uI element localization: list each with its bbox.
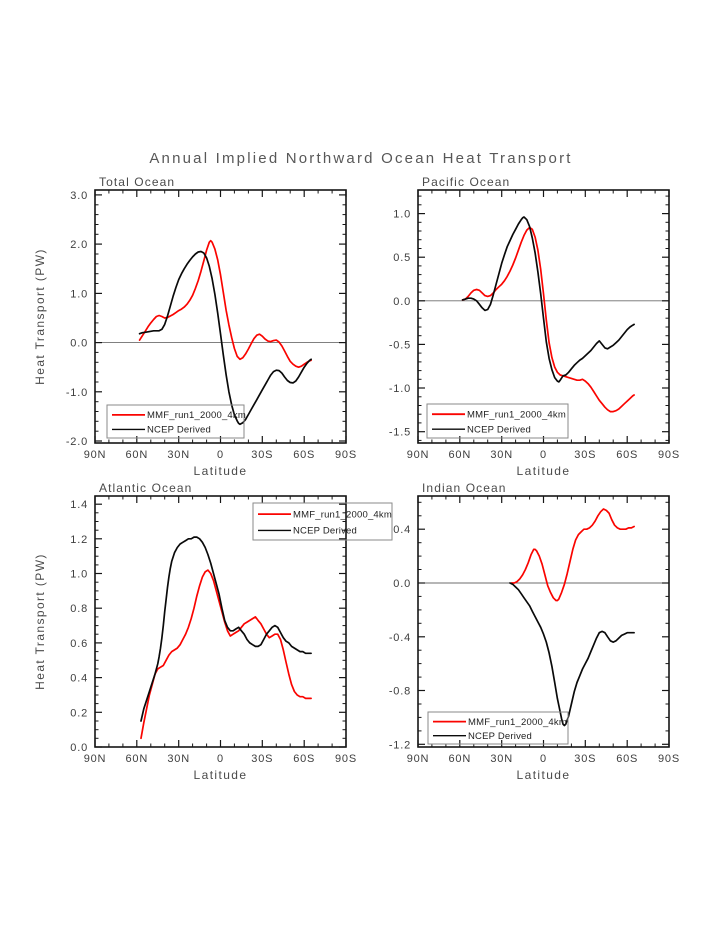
x-tick-label: 90N <box>406 449 430 461</box>
y-tick-label: 2.0 <box>70 239 88 252</box>
legend-entry-label: MMF_run1_2000_4km <box>147 410 246 422</box>
legend <box>428 712 568 744</box>
y-tick-label: 0.0 <box>70 742 88 754</box>
x-axis-title: Latitude <box>193 768 248 782</box>
x-tick-label: 30N <box>490 449 513 461</box>
y-tick-label: 1.4 <box>70 499 88 512</box>
x-tick-label: 30N <box>490 753 513 765</box>
x-tick-label: 0 <box>217 753 224 765</box>
y-tick-label: 0.8 <box>70 603 88 616</box>
y-tick-label: 1.2 <box>70 533 88 546</box>
legend <box>107 405 246 438</box>
x-tick-label: 60S <box>293 753 316 765</box>
y-tick-label: 0.6 <box>70 637 88 650</box>
panel-title: Atlantic Ocean <box>99 481 193 495</box>
x-tick-label: 90S <box>335 753 357 765</box>
panel-total-ocean <box>33 175 357 478</box>
panels-group <box>33 175 680 782</box>
y-tick-label: 1.0 <box>70 288 88 301</box>
x-axis-title: Latitude <box>193 464 248 478</box>
x-tick-label: 0 <box>540 449 547 461</box>
legend-entry-label: NCEP Derived <box>468 730 532 742</box>
x-tick-label: 60N <box>448 753 472 765</box>
panel-pacific-ocean <box>389 175 680 478</box>
y-tick-label: 0.4 <box>70 672 88 685</box>
panel-atlantic-ocean <box>33 481 392 782</box>
x-tick-label: 60S <box>616 449 639 461</box>
x-tick-label: 90S <box>335 449 357 461</box>
y-tick-label: 0.2 <box>70 707 88 720</box>
y-tick-label: -2.0 <box>65 436 88 448</box>
y-tick-label: 0.4 <box>393 524 411 537</box>
legend-entry-label: MMF_run1_2000_4km <box>293 509 392 521</box>
legend-entry-label: NCEP Derived <box>293 525 357 537</box>
y-tick-label: 0.0 <box>70 337 88 350</box>
legend-entry-label: MMF_run1_2000_4km <box>468 716 567 728</box>
series-line-mmf-run1-2000-4km <box>511 509 634 601</box>
x-tick-label: 30S <box>574 449 597 461</box>
y-tick-label: -1.0 <box>388 383 411 395</box>
x-tick-label: 60N <box>448 449 472 461</box>
x-tick-label: 90N <box>83 753 107 765</box>
x-tick-label: 30S <box>251 753 274 765</box>
series-line-ncep-derived <box>510 583 634 726</box>
x-axis-title: Latitude <box>516 464 571 478</box>
x-tick-label: 0 <box>217 449 224 461</box>
x-tick-label: 30S <box>574 753 597 765</box>
y-tick-label: -0.4 <box>388 631 411 644</box>
y-tick-label: 0.5 <box>393 252 411 265</box>
x-tick-label: 60S <box>293 449 316 461</box>
y-tick-label: -1.0 <box>65 386 88 399</box>
y-axis-title: Heat Transport (PW) <box>33 553 47 690</box>
panel-title: Total Ocean <box>99 175 176 189</box>
x-tick-label: 90N <box>83 449 107 461</box>
x-tick-label: 60N <box>125 449 149 461</box>
x-tick-label: 30S <box>251 449 274 461</box>
y-axis-title: Heat Transport (PW) <box>33 248 47 385</box>
y-tick-label: -1.5 <box>388 426 411 439</box>
legend-entry-label: NCEP Derived <box>467 424 531 436</box>
x-tick-label: 90N <box>406 753 430 765</box>
panel-indian-ocean <box>389 481 680 782</box>
y-tick-label: 0.0 <box>393 295 411 308</box>
x-tick-label: 30N <box>167 449 190 461</box>
x-tick-label: 90S <box>658 449 680 461</box>
panel-title: Indian Ocean <box>422 481 507 495</box>
legend-entry-label: MMF_run1_2000_4km <box>467 409 566 421</box>
y-tick-label: 0.0 <box>393 578 411 590</box>
series-line-mmf-run1-2000-4km <box>463 228 634 412</box>
y-tick-label: -0.5 <box>388 339 411 352</box>
panel-title: Pacific Ocean <box>422 175 511 189</box>
y-tick-label: -1.2 <box>388 739 411 752</box>
y-tick-label: 3.0 <box>70 189 88 202</box>
x-tick-label: 0 <box>540 753 547 765</box>
y-tick-label: 1.0 <box>70 568 88 581</box>
y-tick-label: 1.0 <box>393 208 411 221</box>
legend-entry-label: NCEP Derived <box>147 424 211 436</box>
series-line-ncep-derived <box>140 252 312 425</box>
legend <box>253 503 392 540</box>
x-tick-label: 60N <box>125 753 149 765</box>
plot-frame <box>418 496 669 747</box>
legend <box>427 404 568 438</box>
series-line-mmf-run1-2000-4km <box>140 241 312 368</box>
x-tick-label: 90S <box>658 753 680 765</box>
figure-title: Annual Implied Northward Ocean Heat Transport <box>149 150 573 167</box>
y-tick-label: -0.8 <box>388 685 411 698</box>
x-axis-title: Latitude <box>516 768 571 782</box>
x-tick-label: 30N <box>167 753 190 765</box>
x-tick-label: 60S <box>616 753 639 765</box>
series-line-ncep-derived <box>463 217 634 382</box>
